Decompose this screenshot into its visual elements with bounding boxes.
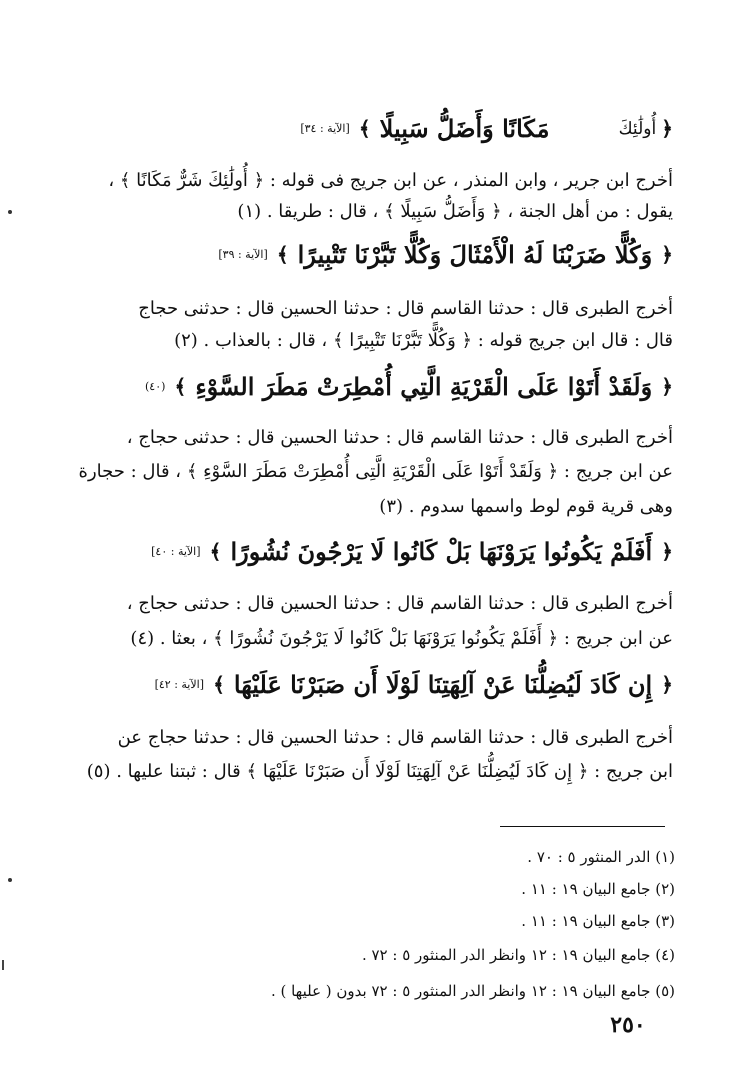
verse-lead-word: أُولَٰئِكَ bbox=[618, 118, 657, 139]
verse-ayah-ref: [الآية : ٣٤] bbox=[300, 122, 350, 135]
paragraph-line: عن ابن جريج : ﴿ أَفَلَمْ يَكُونُوا يَرَوْنَهَا بَلْ كَانُوا لَا يَرْجُونَ نُشُورًا ﴾ ، بعثا . (٤) bbox=[130, 628, 673, 649]
verse-close-ornament: ﴾ bbox=[276, 242, 289, 267]
verse-open-ornament: ﴿ bbox=[661, 539, 673, 564]
verse-ayah-ref: [الآية : ٤٠] bbox=[151, 545, 201, 558]
footnote: (٢) جامع البيان ١٩ : ١١ . bbox=[521, 880, 675, 898]
paragraph-line: أخرج الطبرى قال : حدثنا القاسم قال : حدثنا الحسين قال : حدثنا حجاج عن bbox=[117, 727, 673, 748]
footnote: (٤) جامع البيان ١٩ : ١٢ وانظر الدر المنثور ٥ : ٧٢ . bbox=[361, 946, 675, 964]
verse-close-ornament: ﴾ bbox=[358, 116, 371, 141]
scan-speck bbox=[8, 210, 12, 214]
verse-close-ornament: ﴾ bbox=[209, 539, 222, 564]
quran-verse-heading bbox=[63, 537, 673, 581]
verse-ayah-ref: [الآية : ٣٩] bbox=[218, 248, 268, 261]
footnote: (٥) جامع البيان ١٩ : ١٢ وانظر الدر المنثور ٥ : ٧٢ بدون ( عليها ) . bbox=[270, 982, 675, 1000]
verse-close-ornament: ﴾ bbox=[213, 672, 225, 697]
scan-speck bbox=[2, 960, 4, 970]
verse-ayah-ref: [الآية : ٤٢] bbox=[154, 678, 204, 691]
paragraph-line: يقول : من أهل الجنة ، ﴿ وَأَضَلُّ سَبِيلًا ﴾ ، قال : طريقا . (١) bbox=[237, 201, 673, 222]
verse-open-ornament: ﴿ bbox=[661, 672, 673, 697]
verse-text: إِن كَادَ لَيُضِلُّنَا عَنْ آلِهَتِنَا لَوْلَا أَن صَبَرْنَا عَلَيْهَا bbox=[233, 670, 653, 699]
paragraph-line: عن ابن جريج : ﴿ وَلَقَدْ أَتَوْا عَلَى الْقَرْيَةِ الَّتِى أُمْطِرَتْ مَطَرَ السَّوْءِ ﴾ ، قال : حجارة bbox=[78, 461, 673, 482]
page-number: ٢٥٠ bbox=[610, 1012, 646, 1038]
quran-verse-heading bbox=[63, 240, 673, 284]
quran-verse-heading bbox=[63, 114, 673, 158]
paragraph-line: أخرج الطبرى قال : حدثنا القاسم قال : حدثنا الحسين قال : حدثنى حجاج ، bbox=[126, 427, 673, 448]
verse-ayah-ref: (٤٠) bbox=[145, 380, 166, 393]
footnote-divider bbox=[500, 826, 665, 827]
quran-verse-heading bbox=[63, 372, 673, 416]
quran-verse-heading bbox=[63, 670, 673, 714]
footnote: (٣) جامع البيان ١٩ : ١١ . bbox=[521, 912, 675, 930]
verse-text: مَكَانًا وَأَضَلُّ سَبِيلًا bbox=[379, 114, 550, 143]
paragraph-line: قال : قال ابن جريج قوله : ﴿ وَكُلًّا تَبَّرْنَا تَتْبِيرًا ﴾ ، قال : بالعذاب . (٢) bbox=[174, 330, 673, 351]
paragraph-line: ابن جريج : ﴿ إِن كَادَ لَيُضِلُّنَا عَنْ آلِهَتِنَا لَوْلَا أَن صَبَرْنَا عَلَيْهَا ﴾ قال : ثبتنا عليها . (٥) bbox=[86, 761, 673, 782]
paragraph-line: وهى قرية قوم لوط واسمها سدوم . (٣) bbox=[379, 496, 673, 517]
paragraph-line: أخرج الطبرى قال : حدثنا القاسم قال : حدثنا الحسين قال : حدثنى حجاج ، bbox=[126, 593, 673, 614]
verse-open-ornament: ﴿ bbox=[661, 116, 673, 141]
paragraph-line: أخرج ابن جرير ، وابن المنذر ، عن ابن جريج فى قوله : ﴿ أُولَٰئِكَ شَرٌّ مَكَانًا ﴾ ، bbox=[108, 170, 673, 191]
paragraph-line: أخرج الطبرى قال : حدثنا القاسم قال : حدثنا الحسين قال : حدثنى حجاج bbox=[138, 298, 673, 319]
verse-open-ornament: ﴿ bbox=[661, 242, 673, 267]
verse-close-ornament: ﴾ bbox=[174, 374, 187, 399]
verse-text: وَكُلًّا ضَرَبْنَا لَهُ الْأَمْثَالَ وَكُلًّا تَبَّرْنَا تَتْبِيرًا bbox=[297, 240, 653, 269]
scan-speck bbox=[8, 878, 12, 882]
footnote: (١) الدر المنثور ٥ : ٧٠ . bbox=[527, 848, 675, 866]
verse-text: وَلَقَدْ أَتَوْا عَلَى الْقَرْيَةِ الَّتِي أُمْطِرَتْ مَطَرَ السَّوْءِ bbox=[195, 372, 653, 401]
verse-open-ornament: ﴿ bbox=[661, 374, 673, 399]
verse-text: أَفَلَمْ يَكُونُوا يَرَوْنَهَا بَلْ كَانُوا لَا يَرْجُونَ نُشُورًا bbox=[230, 537, 653, 566]
